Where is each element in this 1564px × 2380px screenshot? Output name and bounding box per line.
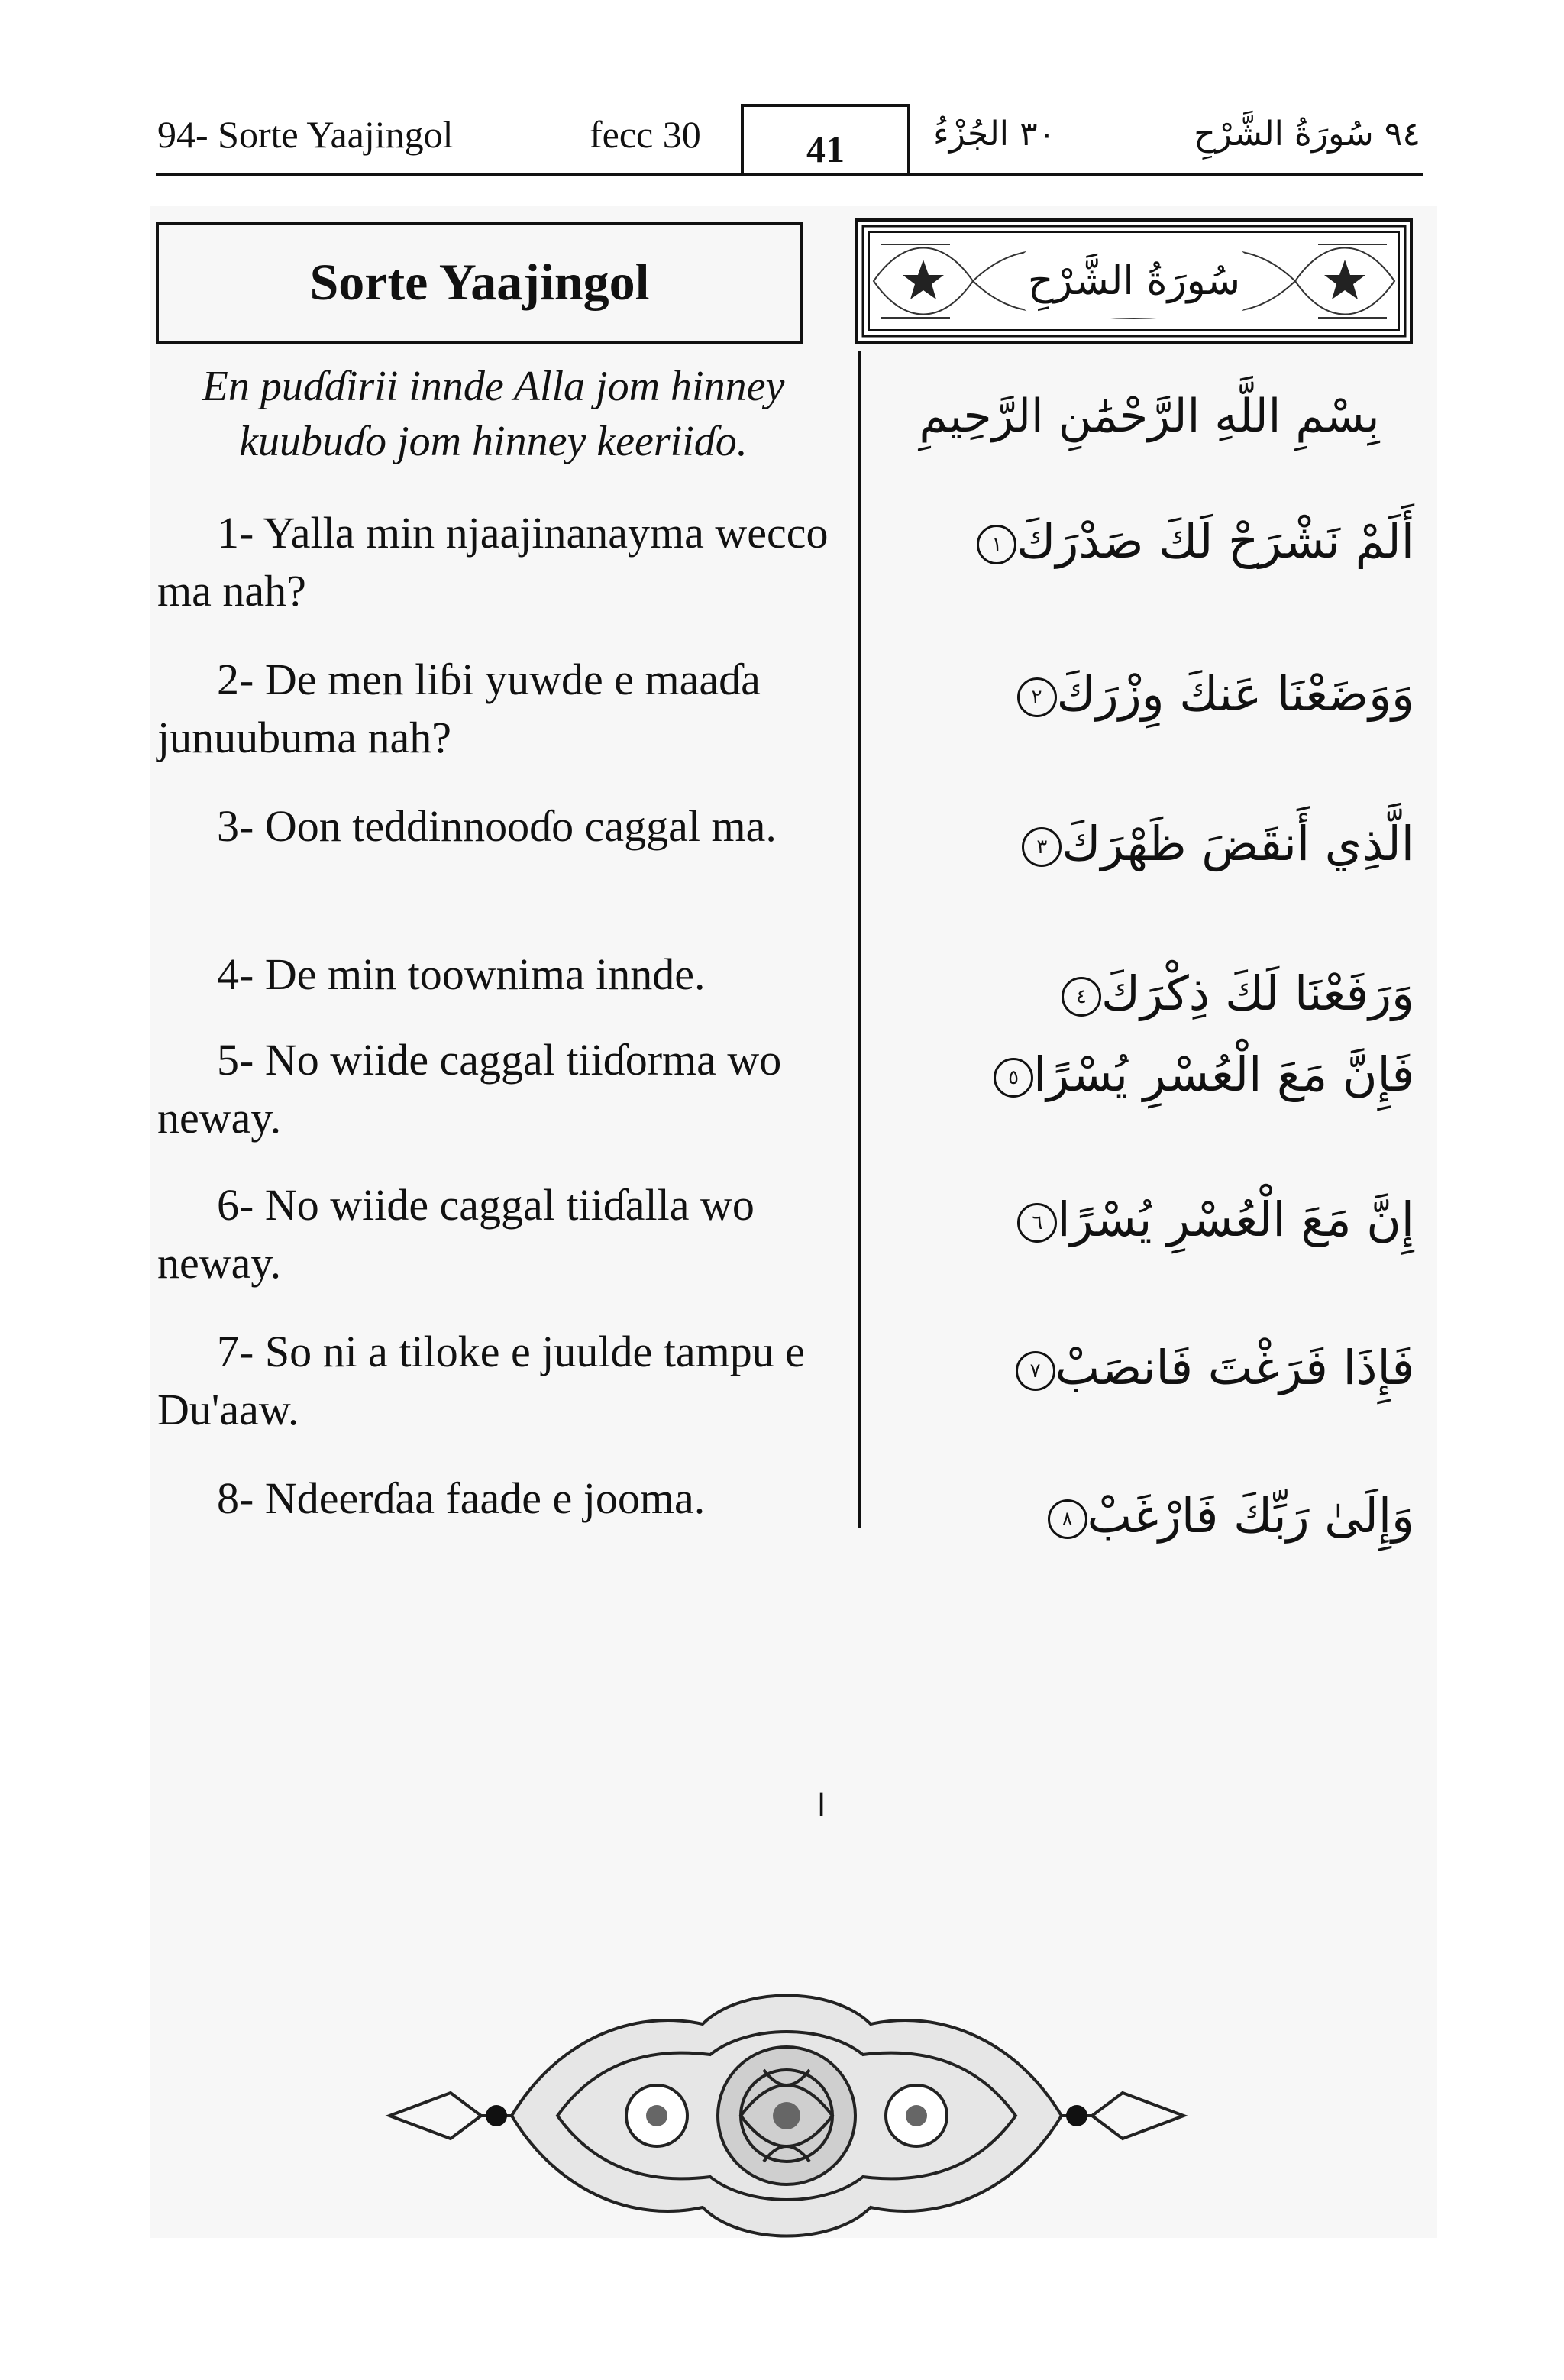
verse-number-marker: ٣ [1022,827,1062,867]
verse-number-marker: ٧ [1016,1351,1055,1391]
verse-arabic-4 [1052,959,1414,1028]
verse-arabic-8 [1039,1482,1414,1551]
verse-translation-5: 5- No wiide caggal tiiɗorma wo neway. [157,1035,782,1143]
verse-translation-4: 4- De min toownima innde. [217,949,706,999]
header-rule [156,173,1423,176]
verse-arabic-7 [1007,1334,1414,1402]
running-head-surah: 94- Sorte Yaajingol [157,113,454,156]
column-divider [858,351,861,1528]
running-head-juz: fecc 30 [590,113,701,156]
verse-number-marker: ١ [977,525,1016,564]
verse-number-marker: ٤ [1062,977,1101,1017]
surah-title-translation: Sorte Yaajingol [156,222,803,344]
surah-title-ornament [855,218,1413,344]
verse-arabic-text: الَّذِي أَنقَضَ ظَهْرَكَ [1062,816,1414,871]
verse-translation-2: 2- De men liɓi yuwde e maaɗa junuubuma nah? [157,655,761,762]
page-mark: ا [817,1788,826,1822]
page-number: 41 [741,104,910,174]
verse-number-marker: ٨ [1048,1499,1087,1539]
verse-number-marker: ٢ [1017,677,1057,717]
verse-translation-7: 7- So ni a tiloke e juulde tampu e Du'aaw. [157,1327,805,1434]
verse-arabic-text: أَلَمْ نَشْرَحْ لَكَ صَدْرَكَ [1016,513,1414,569]
verse-arabic-1 [968,507,1414,576]
verse-number-marker: ٥ [994,1058,1033,1098]
verse-arabic-text: وَوَضَعْنَا عَنكَ وِزْرَكَ [1056,666,1414,722]
basmala-translation: En puɗɗirii innde Alla jom hinney kuubuɗo jom hinney keeriiɗo. [202,363,785,465]
running-head-surah-arabic: ٩٤ سُورَةُ الشَّرْحِ [1194,115,1420,154]
verse-arabic-5 [984,1040,1414,1109]
verse-arabic-3 [1013,810,1414,878]
verse-arabic-text: وَإِلَىٰ رَبِّكَ فَارْغَبْ [1087,1488,1414,1544]
surah-title-arabic: سُورَةُ الشَّرْحِ [1011,244,1257,318]
verse-arabic-text: وَرَفَعْنَا لَكَ ذِكْرَكَ [1100,965,1414,1021]
running-head-juz-arabic: ٣٠ الجُزْءُ [933,115,1056,154]
decorative-ornament-icon [382,1978,1191,2253]
verse-arabic-6 [1008,1185,1414,1254]
verse-number-marker: ٦ [1017,1203,1057,1243]
verse-arabic-text: فَإِذَا فَرَغْتَ فَانصَبْ [1055,1340,1414,1395]
verse-translation-8: 8- Ndeerɗaa faade e jooma. [217,1473,706,1523]
verse-arabic-2 [1008,660,1414,729]
verse-translation-6: 6- No wiide caggal tiiɗalla wo neway. [157,1180,755,1288]
verse-translation-1: 1- Yalla min njaajinanayma wecco ma nah? [157,508,829,616]
verse-translation-3: 3- Oon teddinnooɗo caggal ma. [217,801,777,851]
basmala-arabic: بِسْمِ اللَّهِ الرَّحْمَٰنِ الرَّحِيمِ [919,390,1380,443]
verse-arabic-text: إِنَّ مَعَ الْعُسْرِ يُسْرًا [1057,1192,1414,1247]
verse-arabic-text: فَإِنَّ مَعَ الْعُسْرِ يُسْرًا [1033,1046,1414,1102]
